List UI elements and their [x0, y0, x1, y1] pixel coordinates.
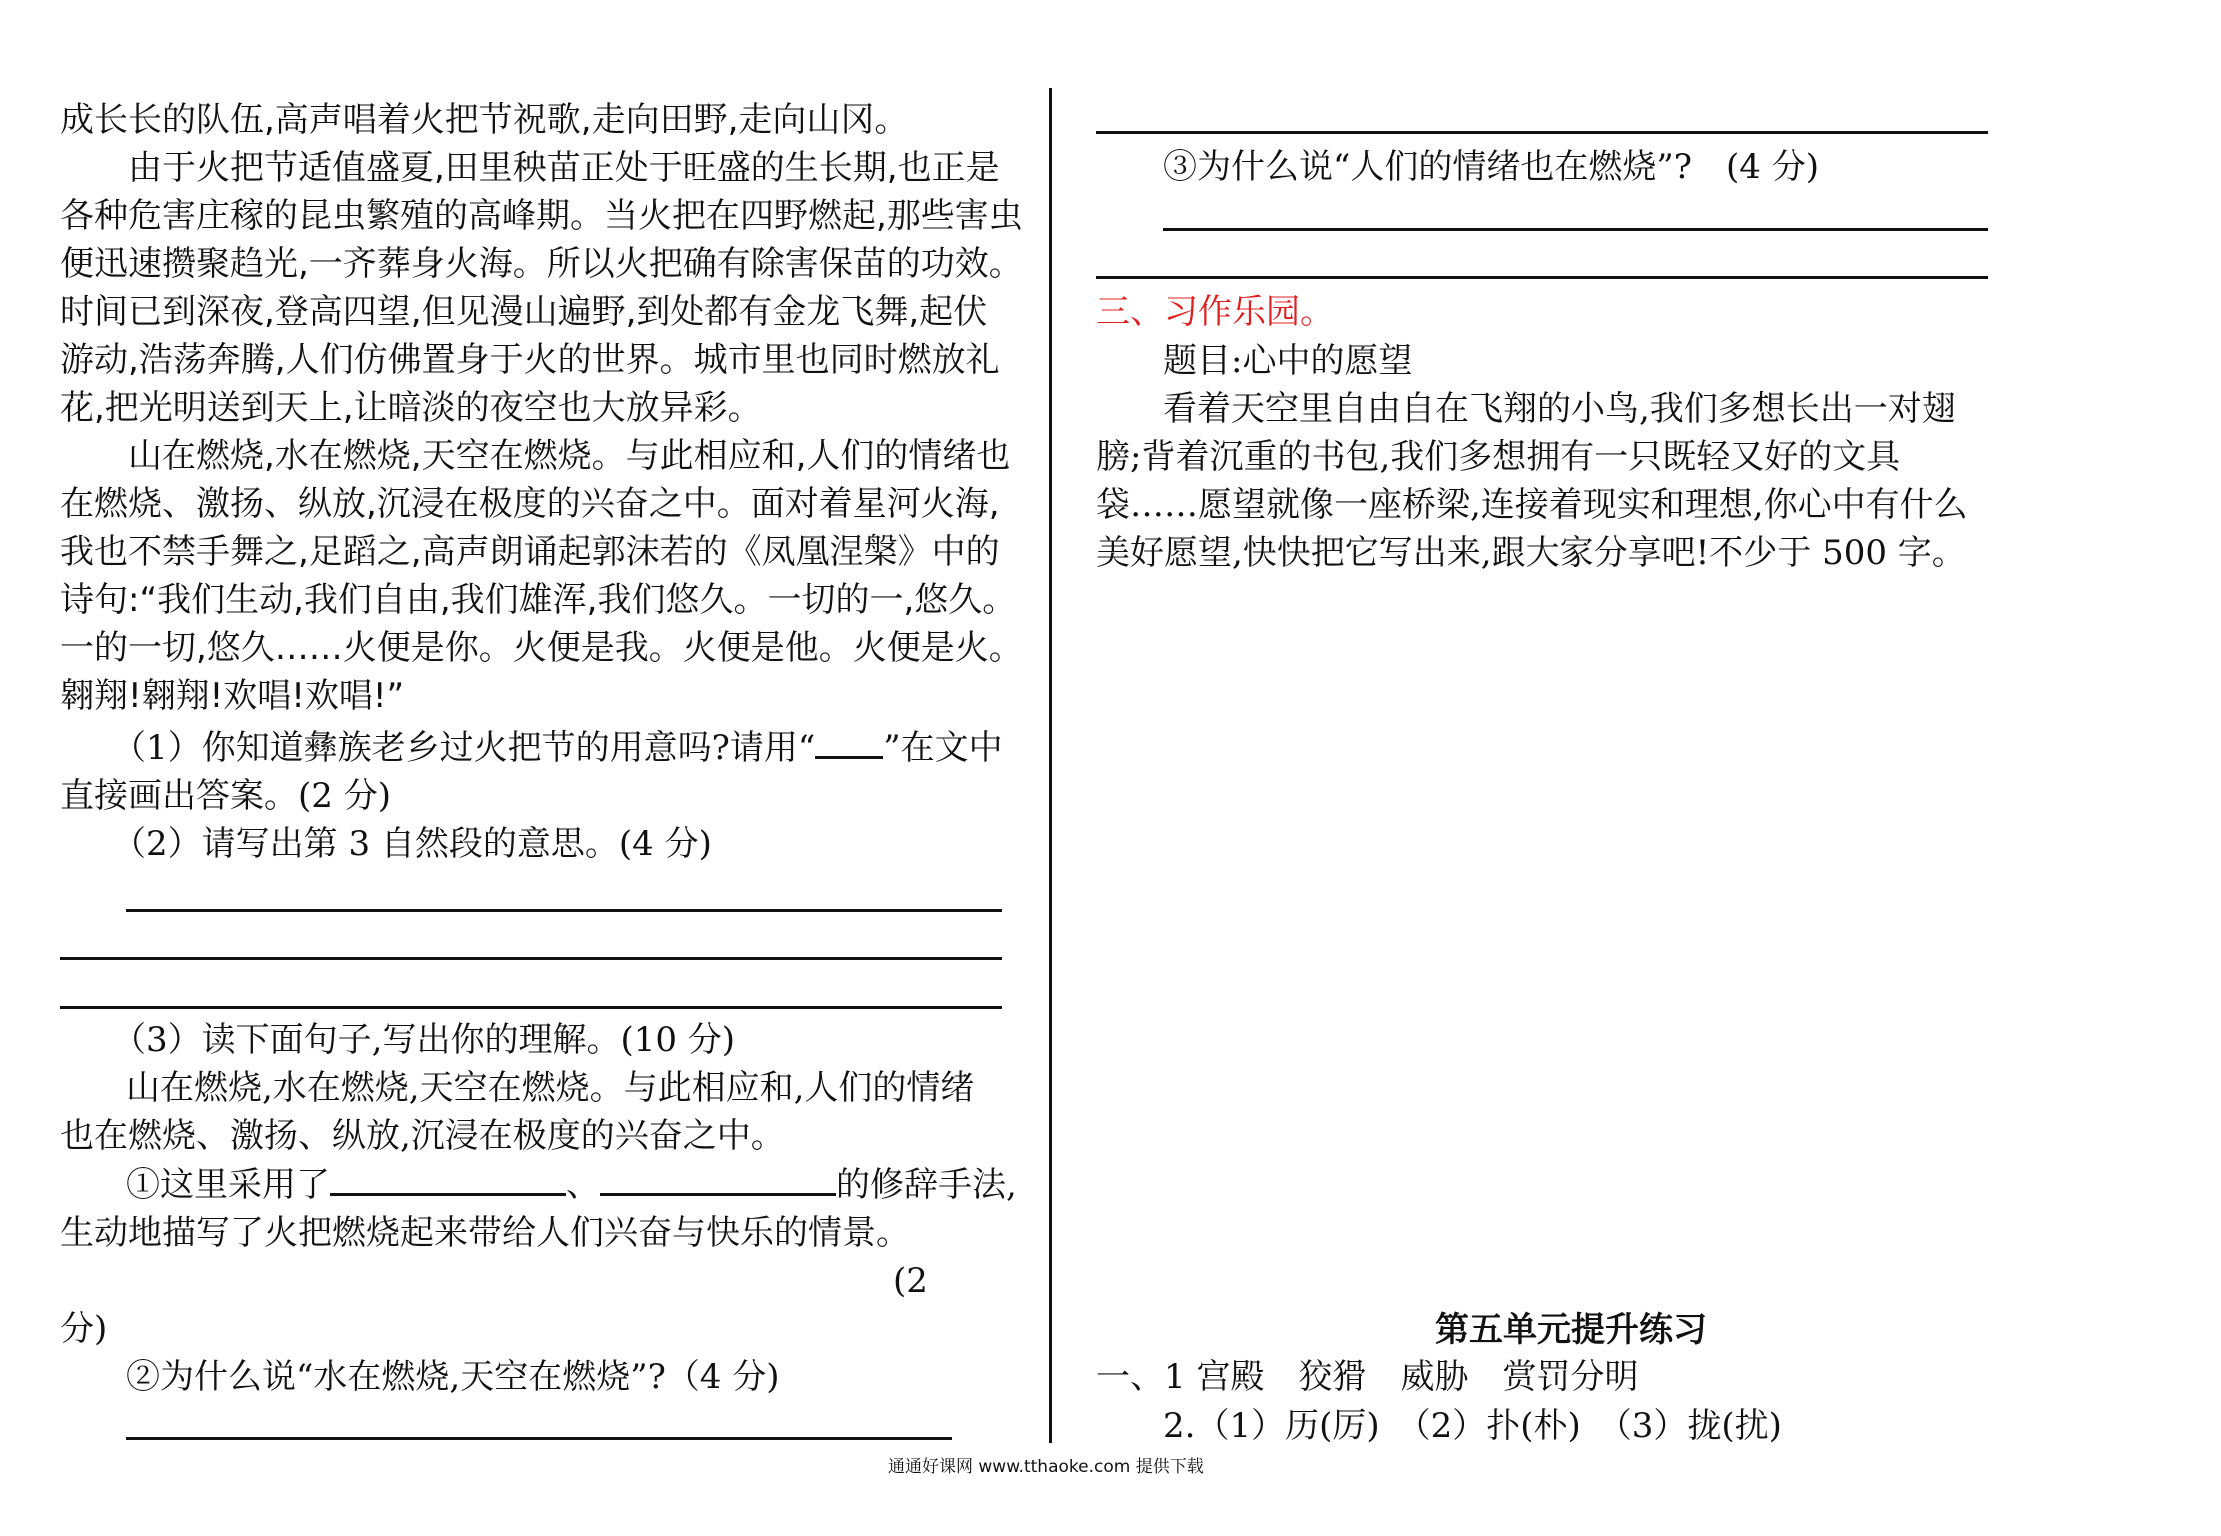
essay-topic: 题目:心中的愿望	[1163, 341, 1413, 381]
question-3-2: ②为什么说“水在燃烧,天空在燃烧”?（4 分)	[126, 1357, 780, 1397]
passage-line: 我也不禁手舞之,足蹈之,高声朗诵起郭沫若的《凤凰涅槃》中的	[60, 532, 1000, 572]
question-3-1	[126, 1161, 1017, 1209]
question-1-text: （1）你知道彝族老乡过火把节的用意吗?请用“	[112, 728, 816, 768]
answer-line[interactable]	[60, 957, 1002, 960]
answer-line[interactable]	[60, 1006, 1002, 1009]
fill-blank[interactable]	[600, 1163, 836, 1196]
separator: 、	[566, 1165, 600, 1205]
question-1	[112, 724, 1003, 772]
question-1-text-end: ”在文中	[883, 728, 1003, 768]
question-3-quote: 也在燃烧、激扬、纵放,沉浸在极度的兴奋之中。	[60, 1116, 785, 1156]
essay-prompt-line: 膀;背着沉重的书包,我们多想拥有一只既轻又好的文具	[1096, 437, 1901, 477]
essay-prompt-line: 袋……愿望就像一座桥梁,连接着现实和理想,你心中有什么	[1096, 485, 1968, 525]
question-3: （3）读下面句子,写出你的理解。(10 分)	[112, 1020, 736, 1060]
question-1-line2: 直接画出答案。(2 分)	[60, 776, 391, 816]
passage-line: 时间已到深夜,登高四望,但见漫山遍野,到处都有金龙飞舞,起伏	[60, 292, 988, 332]
fill-blank[interactable]	[330, 1163, 566, 1196]
question-3-1-line2: 生动地描写了火把燃烧起来带给人们兴奋与快乐的情景。	[60, 1213, 910, 1253]
answer-line[interactable]	[1096, 276, 1988, 279]
underline-blank	[815, 726, 883, 759]
passage-line: 成长长的队伍,高声唱着火把节祝歌,走向田野,走向山冈。	[60, 100, 909, 140]
score-label: (2	[893, 1261, 928, 1301]
answer-key-line: 2.（1）历(厉) （2）扑(朴) （3）拢(扰)	[1163, 1406, 1782, 1446]
answer-line[interactable]	[126, 909, 1002, 912]
question-3-1-text-end: 的修辞手法,	[836, 1165, 1017, 1205]
section-3-title: 三、习作乐园。	[1096, 292, 1334, 332]
passage-line: 一的一切,悠久……火便是你。火便是我。火便是他。火便是火。	[60, 628, 1023, 668]
answer-key-title: 第五单元提升练习	[1435, 1310, 1707, 1350]
passage-line: 在燃烧、激扬、纵放,沉浸在极度的兴奋之中。面对着星河火海,	[60, 484, 1000, 524]
essay-prompt-line: 看着天空里自由自在飞翔的小鸟,我们多想长出一对翅	[1163, 389, 1956, 429]
answer-key-line: 一、1 宫殿 狡猾 威胁 赏罚分明	[1096, 1357, 1639, 1397]
answer-line[interactable]	[1163, 228, 1988, 231]
question-2: （2）请写出第 3 自然段的意思。(4 分)	[112, 824, 712, 864]
passage-line: 翱翔!翱翔!欢唱!欢唱!”	[60, 676, 405, 716]
footer-source: 通通好课网 www.tthaoke.com 提供下载	[888, 1457, 1204, 1477]
question-3-3: ③为什么说“人们的情绪也在燃烧”? (4 分)	[1163, 147, 1819, 187]
essay-prompt-line: 美好愿望,快快把它写出来,跟大家分享吧!不少于 500 字。	[1096, 533, 1966, 573]
passage-line: 由于火把节适值盛夏,田里秧苗正处于旺盛的生长期,也正是	[60, 148, 1000, 188]
score-label: 分)	[60, 1309, 108, 1349]
passage-line: 诗句:“我们生动,我们自由,我们雄浑,我们悠久。一切的一,悠久。	[60, 580, 1017, 620]
question-3-quote: 山在燃烧,水在燃烧,天空在燃烧。与此相应和,人们的情绪	[126, 1068, 975, 1108]
passage-line: 各种危害庄稼的昆虫繁殖的高峰期。当火把在四野燃起,那些害虫	[60, 196, 1023, 236]
passage-line: 便迅速攒聚趋光,一齐葬身火海。所以火把确有除害保苗的功效。	[60, 244, 1023, 284]
answer-line[interactable]	[1096, 131, 1988, 134]
passage-line: 游动,浩荡奔腾,人们仿佛置身于火的世界。城市里也同时燃放礼	[60, 340, 1000, 380]
question-3-1-text: ①这里采用了	[126, 1165, 330, 1205]
passage-line: 山在燃烧,水在燃烧,天空在燃烧。与此相应和,人们的情绪也	[60, 436, 1011, 476]
column-divider	[1049, 88, 1052, 1443]
answer-line[interactable]	[126, 1437, 952, 1440]
passage-line: 花,把光明送到天上,让暗淡的夜空也大放异彩。	[60, 388, 762, 428]
